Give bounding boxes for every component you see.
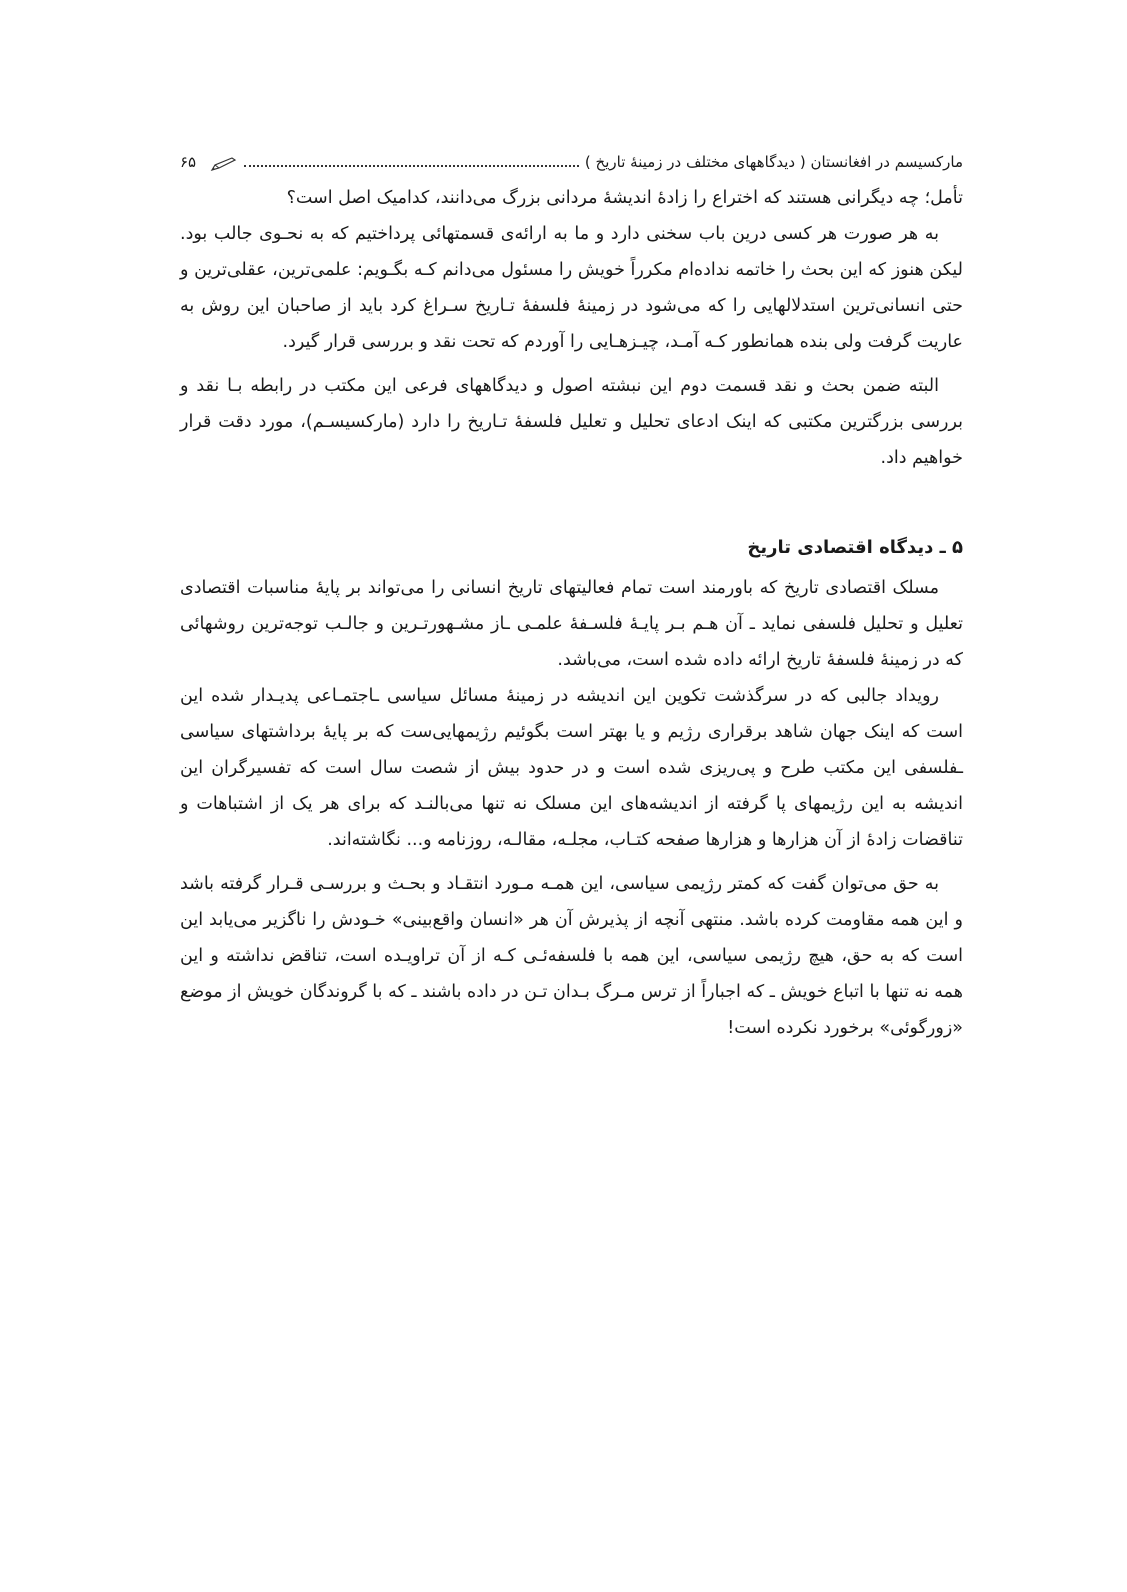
paragraph: به هر صورت هر کسی درین باب سخنی دارد و ما به ارائه‌ی قسمتهائی پرداختیم که به نحـوی جالب بود. لیکن هنوز که این بحث را خاتمه نداده‌ام مکرراً خویش را مسئول می‌دانم کـه بگـویم: علمی‌ترین، عقلی‌ترین و حتی انسانی‌ترین استدلالهایی را که می‌شود در زمینهٔ فلسفهٔ تـاریخ سـراغ کرد باید از صاحبان این روش به عاریت گرفت ولی بنده همانطور کـه آمـد، چیـزهـایی را آوردم که تحت نقد و بررسی قرار گیرد. bbox=[180, 224, 963, 352]
leader-dots bbox=[244, 165, 579, 167]
paragraph: رویداد جالبی که در سرگذشت تکوین این اندیشه در زمینهٔ مسائل سیاسی ـاجتمـاعی پدیـدار شده این است که اینک جهان شاهد برقراری رژیم و یا بهتر است بگوئیم رژیمهایی‌ست که بر پایهٔ برداشتهای سیاسی ـفلسفی این مکتب طرح و پی‌ریزی شده است و در حدود بیش از شصت سال است که تفسیرگران این اندیشه به این رژیمهای پا گرفته از اندیشه‌های این مسلک نه تنها می‌بالنـد که برای هر یک از اشتباهات و تناقضات زادهٔ از آن هزارها و هزارها صفحه کتـاب، مجلـه، مقالـه، روزنامه و... نگاشته‌اند. bbox=[180, 686, 963, 850]
paragraph: به حق می‌توان گفت که کمتر رژیمی سیاسی، این همـه مـورد انتقـاد و بحـث و بررسـی قـرار گرفته باشد و این همه مقاومت کرده باشد. منتهی آنچه از پذیرش آن هر «انسان واقع‌بینی» خـودش را ناگزیر می‌یابد این است که به حق، هیچ رژیمی سیاسی، این همه با فلسفه‌ئـی کـه از آن تراویـده است، تناقض نداشته و این همه نه تنها با اتباع خویش ـ که اجباراً از ترس مـرگ بـدان تـن در داده باشند ـ که با گروندگان خویش از موضع «زورگوئی» برخورد نکرده است! bbox=[180, 874, 963, 1038]
paragraph: البته ضمن بحث و نقد قسمت دوم این نبشته اصول و دیدگاههای فرعی این مکتب در رابطه بـا نقد و بررسی بزرگترین مکتبی که اینک ادعای تحلیل و تعلیل فلسفهٔ تـاریخ را دارد (مارکسیسـم)، مورد دقت قرار خواهیم داد. bbox=[180, 376, 963, 468]
running-header bbox=[180, 148, 963, 172]
section-heading: ۵ ـ دیدگاه اقتصادی تاریخ bbox=[747, 537, 963, 558]
running-header-title: مارکسیسم در افغانستان ( دیدگاههای مختلف در زمینهٔ تاریخ ) bbox=[584, 153, 963, 171]
page-number: ۶۵ bbox=[180, 153, 197, 171]
pen-icon bbox=[210, 156, 238, 172]
paragraph: مسلک اقتصادی تاریخ که باورمند است تمام فعالیتهای تاریخ انسانی را می‌تواند بر پایهٔ مناسبات اقتصادی تعلیل و تحلیل فلسفی نماید ـ آن هـم بـر پایـهٔ فلسـفهٔ علمـی ـاز مشـهورتـرین و جالـب توجه‌ترین روشهائی که در زمینهٔ فلسفهٔ تاریخ ارائه داده شده است، می‌باشد. bbox=[180, 578, 963, 670]
paragraph: تأمل؛ چه دیگرانی هستند که اختراع را زادهٔ اندیشهٔ مردانی بزرگ می‌دانند، کدامیک اصل است؟ bbox=[286, 188, 963, 208]
body-text bbox=[180, 180, 963, 1046]
